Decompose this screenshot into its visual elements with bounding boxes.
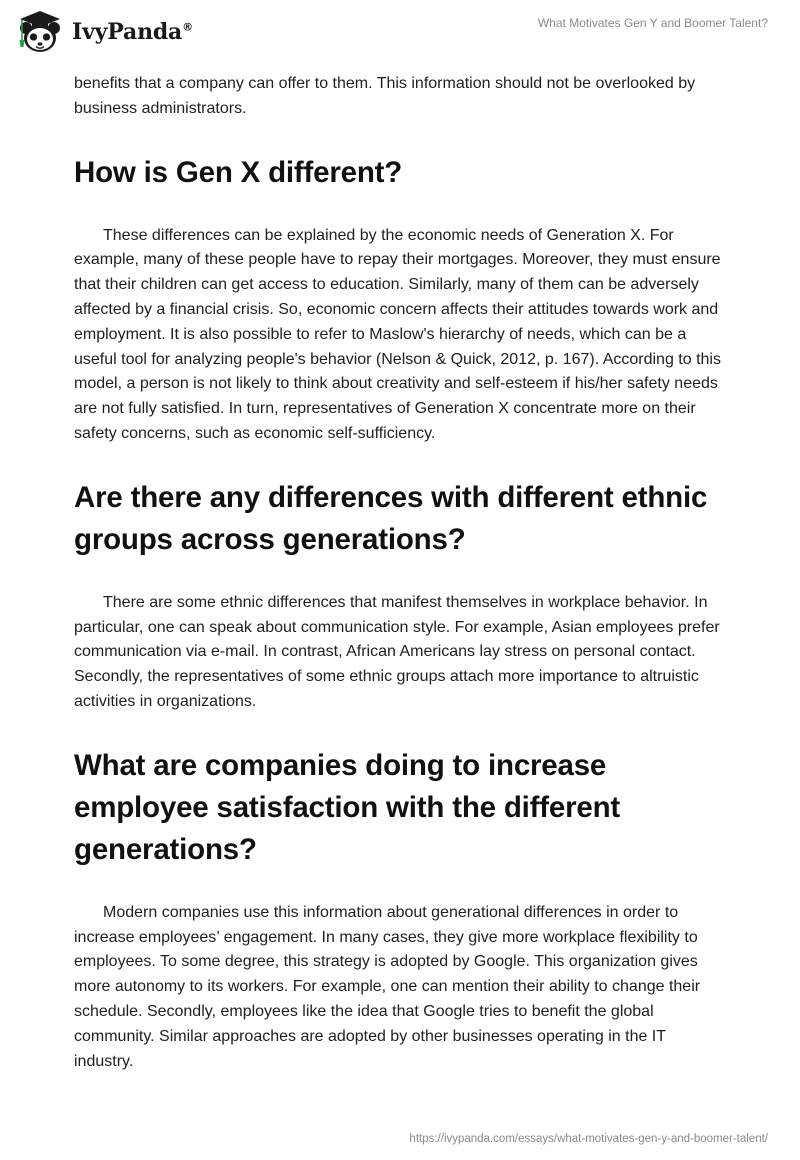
section-paragraph-gen-x: These differences can be explained by the economic needs of Generation X. For example, many of these people have to repay their mortgages. Moreover, they must ensure that their children can get access to education. Similarly, many of them can be adversely affected by a financial crisis. So, economic concern affects their attitudes towards work and employment. It is also possible to refer to Maslow's hierarchy of needs, which can be a useful tool for analyzing people's behavior (Nelson & Quick, 2012, p. 167). According to this model, a person is not likely to think about creativity and self-esteem if his/her safety needs are not fully satisfied. In turn, representatives of Generation X concentrate more on their safety concerns, such as economic self-sufficiency.	[74, 226, 721, 442]
logo-registered-mark: ®	[182, 20, 193, 34]
logo-wordmark: IvyPanda	[72, 19, 183, 45]
section-heading-ethnic-groups: Are there any differences with different ethnic groups across generations?	[74, 480, 708, 556]
document-title: What Motivates Gen Y and Boomer Talent?	[537, 16, 768, 30]
section-paragraph-companies: Modern companies use this information about generational differences in order to increase employees’ engagement. In many cases, they give more workplace flexibility to employees. To some degree, this strategy is adopted by Google. This organization gives more autonomy to its workers. For example, one can mention their ability to change their schedule. Secondly, employees like the idea that Google tries to benefit the global community. Similar approaches are adopted by other businesses operating in the IT industry.	[74, 903, 701, 1070]
ivypanda-logo[interactable]	[14, 8, 193, 56]
page-header	[0, 0, 800, 64]
intro-paragraph: benefits that a company can offer to them. This information should not be overlooked by business administrators.	[74, 75, 696, 117]
source-url[interactable]: https://ivypanda.com/essays/what-motivates-gen-y-and-boomer-talent/	[409, 1133, 768, 1145]
section-heading-companies: What are companies doing to increase employee satisfaction with the different generations?	[74, 748, 621, 866]
section-paragraph-ethnic-groups: There are some ethnic differences that manifest themselves in workplace behavior. In particular, one can speak about communication style. For example, Asian employees prefer communication via e-mail. In contrast, African Americans lay stress on personal contact. Secondly, the representatives of some ethnic groups attach more importance to altruistic activities in organizations.	[74, 593, 720, 710]
article-body	[74, 72, 728, 1074]
section-heading-gen-x: How is Gen X different?	[74, 155, 403, 189]
panda-graduation-cap-icon	[14, 8, 66, 56]
logo-text	[72, 19, 193, 45]
